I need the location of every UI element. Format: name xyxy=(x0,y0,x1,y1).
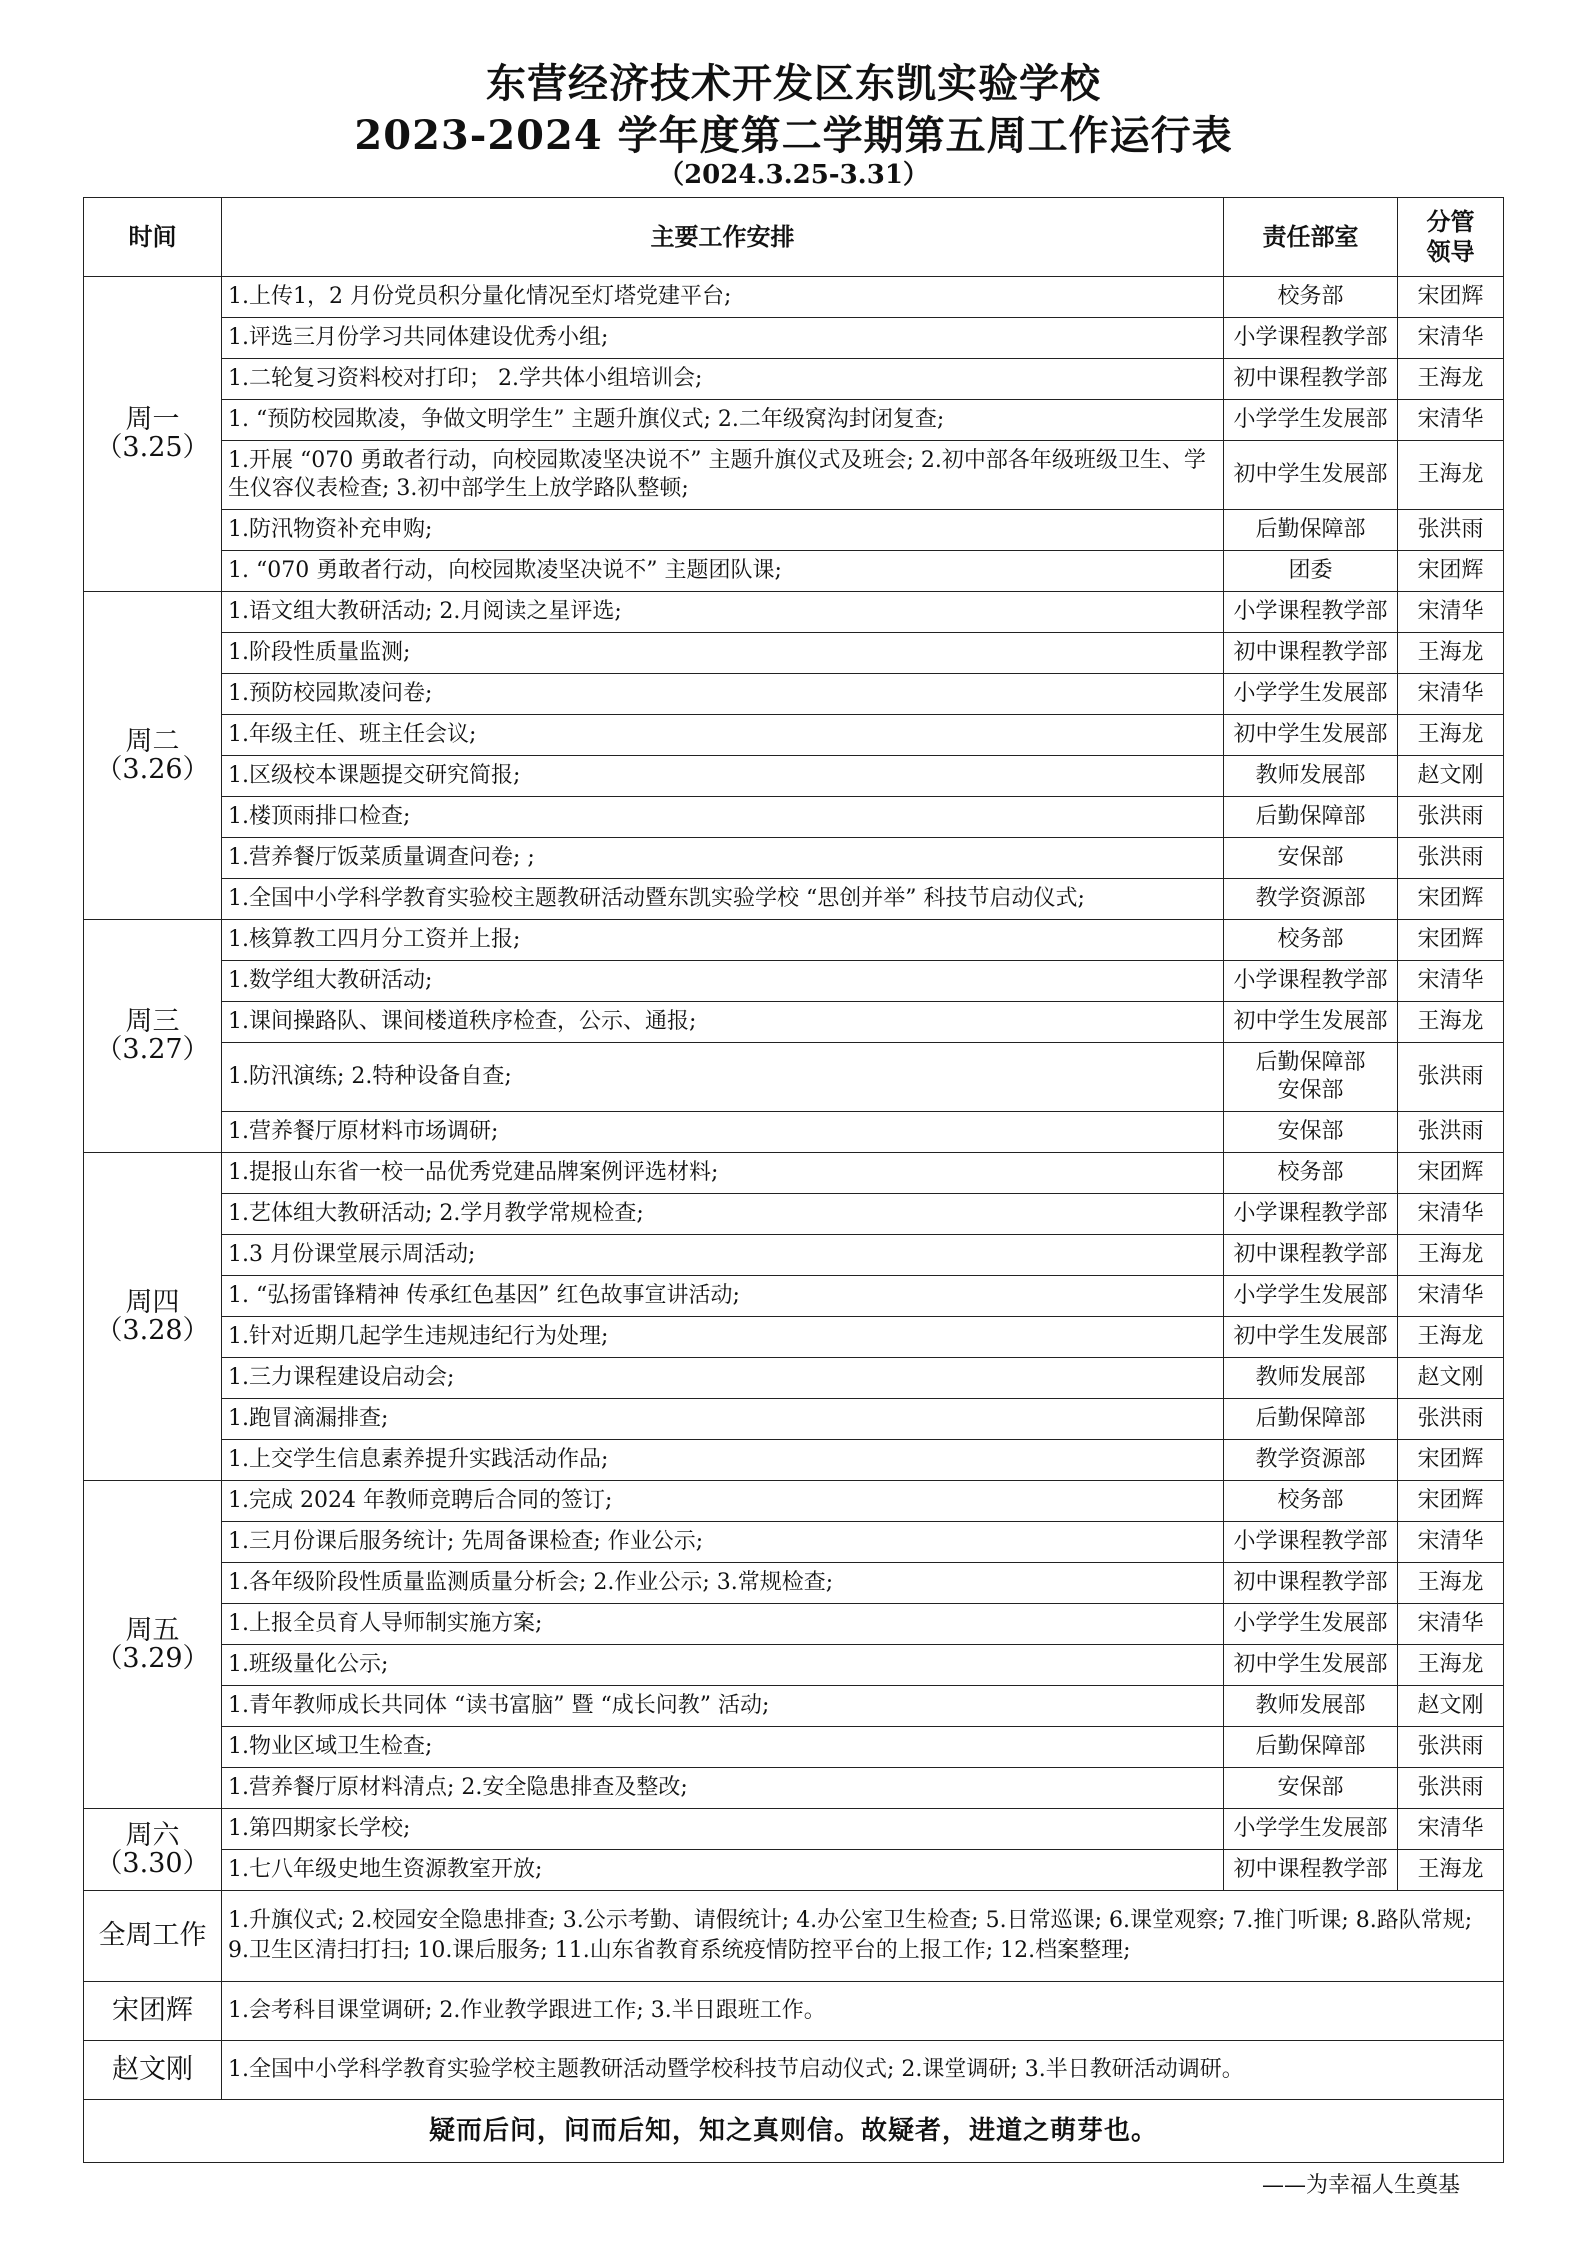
work-item: 1.上报全员育人导师制实施方案; xyxy=(222,1604,1224,1645)
work-item: 1.3 月份课堂展示周活动; xyxy=(222,1235,1224,1276)
day-cell xyxy=(84,592,222,920)
table-row xyxy=(84,1522,1504,1563)
table-row xyxy=(84,400,1504,441)
table-row xyxy=(84,510,1504,551)
table-row xyxy=(84,1727,1504,1768)
leader: 赵文刚 xyxy=(1398,1686,1504,1727)
table-row xyxy=(84,1645,1504,1686)
department: 初中课程教学部 xyxy=(1224,359,1398,400)
work-item: 1.班级量化公示; xyxy=(222,1645,1224,1686)
leader: 赵文刚 xyxy=(1398,1358,1504,1399)
motto-text: 疑而后问，问而后知，知之真则信。故疑者，进道之萌芽也。 xyxy=(84,2100,1504,2163)
leader-name: 赵文刚 xyxy=(84,2041,222,2100)
table-row xyxy=(84,920,1504,961)
leader-tasks: 1.全国中小学科学教育实验学校主题教研活动暨学校科技节启动仪式; 2.课堂调研; 3.半日教研活动调研。 xyxy=(222,2041,1504,2100)
department: 校务部 xyxy=(1224,1153,1398,1194)
leader: 张洪雨 xyxy=(1398,510,1504,551)
table-row xyxy=(84,551,1504,592)
table-row xyxy=(84,797,1504,838)
department: 校务部 xyxy=(1224,277,1398,318)
header-lead xyxy=(1398,198,1504,277)
work-item: 1.区级校本课题提交研究简报; xyxy=(222,756,1224,797)
schedule-table xyxy=(83,197,1504,2163)
table-row xyxy=(84,1809,1504,1850)
header-work: 主要工作安排 xyxy=(222,198,1224,277)
table-row xyxy=(84,961,1504,1002)
table-row xyxy=(84,1563,1504,1604)
department: 后勤保障部 xyxy=(1224,1727,1398,1768)
day-cell xyxy=(84,277,222,592)
department: 教师发展部 xyxy=(1224,756,1398,797)
day-date: （3.26） xyxy=(95,753,210,785)
leader: 王海龙 xyxy=(1398,1317,1504,1358)
motto-row xyxy=(84,2100,1504,2163)
work-item: 1.上交学生信息素养提升实践活动作品; xyxy=(222,1440,1224,1481)
work-item: 1.防汛物资补充申购; xyxy=(222,510,1224,551)
day-date: （3.25） xyxy=(95,432,210,463)
department: 小学学生发展部 xyxy=(1224,400,1398,441)
department: 小学学生发展部 xyxy=(1224,1809,1398,1850)
leader: 王海龙 xyxy=(1398,1645,1504,1686)
table-row xyxy=(84,1002,1504,1043)
department: 初中学生发展部 xyxy=(1224,1002,1398,1043)
department: 小学课程教学部 xyxy=(1224,318,1398,359)
leader: 宋团辉 xyxy=(1398,920,1504,961)
work-item: 1.营养餐厅原材料清点; 2.安全隐患排查及整改; xyxy=(222,1768,1224,1809)
leader: 张洪雨 xyxy=(1398,838,1504,879)
leader: 王海龙 xyxy=(1398,1235,1504,1276)
department: 安保部 xyxy=(1224,1768,1398,1809)
department: 初中学生发展部 xyxy=(1224,441,1398,510)
leader: 王海龙 xyxy=(1398,359,1504,400)
department: 初中学生发展部 xyxy=(1224,715,1398,756)
leader: 张洪雨 xyxy=(1398,1727,1504,1768)
work-item: 1.全国中小学科学教育实验校主题教研活动暨东凯实验学校 “思创并举” 科技节启动仪式; xyxy=(222,879,1224,920)
work-item: 1.各年级阶段性质量监测质量分析会; 2.作业公示; 3.常规检查; xyxy=(222,1563,1224,1604)
table-row xyxy=(84,838,1504,879)
work-item: 1.三月份课后服务统计; 先周备课检查; 作业公示; xyxy=(222,1522,1224,1563)
department: 后勤保障部 xyxy=(1224,797,1398,838)
department: 后勤保障部 xyxy=(1224,510,1398,551)
work-item: 1.物业区域卫生检查; xyxy=(222,1727,1224,1768)
department: 后勤保障部 安保部 xyxy=(1224,1043,1398,1112)
work-item: 1.评选三月份学习共同体建设优秀小组; xyxy=(222,318,1224,359)
day-cell xyxy=(84,1809,222,1891)
day-label: 周六 xyxy=(125,1819,180,1851)
department: 小学学生发展部 xyxy=(1224,1604,1398,1645)
day-date: （3.28） xyxy=(95,1314,210,1346)
table-row xyxy=(84,277,1504,318)
leader: 宋团辉 xyxy=(1398,1440,1504,1481)
day-label: 周三 xyxy=(125,1006,180,1037)
header-dept: 责任部室 xyxy=(1224,198,1398,277)
department: 后勤保障部 xyxy=(1224,1399,1398,1440)
leader: 张洪雨 xyxy=(1398,1043,1504,1112)
leader: 宋清华 xyxy=(1398,400,1504,441)
work-item: 1.核算教工四月分工资并上报; xyxy=(222,920,1224,961)
leader: 王海龙 xyxy=(1398,715,1504,756)
department: 初中课程教学部 xyxy=(1224,1235,1398,1276)
all-week-text: 1.升旗仪式; 2.校园安全隐患排查; 3.公示考勤、请假统计; 4.办公室卫生检查; 5.日常巡课; 6.课堂观察; 7.推门听课; 8.路队常规; 9.卫生区清扫打扫; 10.课后服务; 11.山东省教育系统疫情防控平台的上报工作; 12.档案整理; xyxy=(222,1891,1504,1982)
date-range: （2024.3.25-3.31） xyxy=(658,160,929,190)
day-label: 周四 xyxy=(125,1286,180,1318)
department: 安保部 xyxy=(1224,838,1398,879)
footer-slogan: ——为幸福人生奠基 xyxy=(1261,2173,1460,2198)
department: 教学资源部 xyxy=(1224,1440,1398,1481)
all-week-label: 全周工作 xyxy=(84,1891,222,1982)
day-label: 周二 xyxy=(125,725,180,757)
table-row xyxy=(84,674,1504,715)
work-item: 1. “预防校园欺凌，争做文明学生” 主题升旗仪式; 2.二年级窝沟封闭复查; xyxy=(222,400,1224,441)
leader: 宋清华 xyxy=(1398,1194,1504,1235)
work-item: 1.七八年级史地生资源教室开放; xyxy=(222,1850,1224,1891)
work-item: 1.针对近期几起学生违规违纪行为处理; xyxy=(222,1317,1224,1358)
table-row xyxy=(84,592,1504,633)
leader: 宋清华 xyxy=(1398,318,1504,359)
table-row xyxy=(84,1153,1504,1194)
department: 初中课程教学部 xyxy=(1224,633,1398,674)
table-row xyxy=(84,1768,1504,1809)
leader: 宋团辉 xyxy=(1398,551,1504,592)
table-row xyxy=(84,359,1504,400)
table-row xyxy=(84,1850,1504,1891)
work-item: 1.开展 “070 勇敢者行动，向校园欺凌坚决说不” 主题升旗仪式及班会; 2.初中部各年级班级卫生、学生仪容仪表检查; 3.初中部学生上放学路队整顿; xyxy=(222,441,1224,510)
table-row xyxy=(84,1194,1504,1235)
department: 小学课程教学部 xyxy=(1224,1194,1398,1235)
work-item: 1.年级主任、班主任会议; xyxy=(222,715,1224,756)
work-item: 1.营养餐厅饭菜质量调查问卷; ; xyxy=(222,838,1224,879)
table-row xyxy=(84,318,1504,359)
leader: 张洪雨 xyxy=(1398,1112,1504,1153)
work-item: 1.楼顶雨排口检查; xyxy=(222,797,1224,838)
leader-row xyxy=(84,2041,1504,2100)
leader: 王海龙 xyxy=(1398,1850,1504,1891)
work-item: 1.语文组大教研活动; 2.月阅读之星评选; xyxy=(222,592,1224,633)
leader: 张洪雨 xyxy=(1398,1399,1504,1440)
work-item: 1.课间操路队、课间楼道秩序检查，公示、通报; xyxy=(222,1002,1224,1043)
work-item: 1.三力课程建设启动会; xyxy=(222,1358,1224,1399)
department: 小学课程教学部 xyxy=(1224,961,1398,1002)
header-time: 时间 xyxy=(84,198,222,277)
leader: 宋清华 xyxy=(1398,1522,1504,1563)
department: 小学学生发展部 xyxy=(1224,674,1398,715)
work-item: 1.跑冒滴漏排查; xyxy=(222,1399,1224,1440)
department: 初中学生发展部 xyxy=(1224,1645,1398,1686)
work-item: 1.防汛演练; 2.特种设备自查; xyxy=(222,1043,1224,1112)
work-item: 1.阶段性质量监测; xyxy=(222,633,1224,674)
day-cell xyxy=(84,1481,222,1809)
work-item: 1. “070 勇敢者行动，向校园欺凌坚决说不” 主题团队课; xyxy=(222,551,1224,592)
work-item: 1.提报山东省一校一品优秀党建品牌案例评选材料; xyxy=(222,1153,1224,1194)
work-item: 1.预防校园欺凌问卷; xyxy=(222,674,1224,715)
work-item: 1.第四期家长学校; xyxy=(222,1809,1224,1850)
department: 小学学生发展部 xyxy=(1224,1276,1398,1317)
department: 初中课程教学部 xyxy=(1224,1850,1398,1891)
table-row xyxy=(84,1317,1504,1358)
leader: 宋团辉 xyxy=(1398,1153,1504,1194)
day-cell xyxy=(84,1153,222,1481)
table-row xyxy=(84,1481,1504,1522)
leader: 张洪雨 xyxy=(1398,797,1504,838)
leader: 王海龙 xyxy=(1398,633,1504,674)
table-row xyxy=(84,1440,1504,1481)
day-label: 周五 xyxy=(125,1614,180,1646)
work-item: 1.营养餐厅原材料市场调研; xyxy=(222,1112,1224,1153)
department: 校务部 xyxy=(1224,920,1398,961)
work-item: 1.青年教师成长共同体 “读书富脑” 暨 “成长问教” 活动; xyxy=(222,1686,1224,1727)
work-item: 1.数学组大教研活动; xyxy=(222,961,1224,1002)
leader: 宋清华 xyxy=(1398,674,1504,715)
department: 教学资源部 xyxy=(1224,879,1398,920)
work-item: 1.完成 2024 年教师竞聘后合同的签订; xyxy=(222,1481,1224,1522)
leader: 赵文刚 xyxy=(1398,756,1504,797)
department: 初中课程教学部 xyxy=(1224,1563,1398,1604)
department: 小学课程教学部 xyxy=(1224,592,1398,633)
table-row xyxy=(84,1399,1504,1440)
table-row xyxy=(84,633,1504,674)
day-date: （3.27） xyxy=(95,1034,210,1065)
table-row xyxy=(84,756,1504,797)
header-lead-text: 分管领导 xyxy=(1426,207,1475,266)
leader: 宋团辉 xyxy=(1398,277,1504,318)
table-row xyxy=(84,1686,1504,1727)
leader: 宋团辉 xyxy=(1398,1481,1504,1522)
table-row xyxy=(84,1604,1504,1645)
leader: 王海龙 xyxy=(1398,1002,1504,1043)
leader-name: 宋团辉 xyxy=(84,1982,222,2041)
work-item: 1.艺体组大教研活动; 2.学月教学常规检查; xyxy=(222,1194,1224,1235)
work-item: 1. “弘扬雷锋精神 传承红色基因” 红色故事宣讲活动; xyxy=(222,1276,1224,1317)
table-row xyxy=(84,441,1504,510)
table-row xyxy=(84,715,1504,756)
leader: 王海龙 xyxy=(1398,1563,1504,1604)
school-title: 东营经济技术开发区东凯实验学校 xyxy=(486,60,1101,107)
table-row xyxy=(84,1235,1504,1276)
day-cell xyxy=(84,920,222,1153)
leader: 宋团辉 xyxy=(1398,879,1504,920)
work-item: 1.二轮复习资料校对打印； 2.学共体小组培训会; xyxy=(222,359,1224,400)
table-header-row xyxy=(84,198,1504,277)
leader: 宋清华 xyxy=(1398,592,1504,633)
department: 团委 xyxy=(1224,551,1398,592)
leader: 宋清华 xyxy=(1398,961,1504,1002)
day-date: （3.29） xyxy=(95,1642,210,1674)
department: 校务部 xyxy=(1224,1481,1398,1522)
department: 教师发展部 xyxy=(1224,1358,1398,1399)
department: 初中学生发展部 xyxy=(1224,1317,1398,1358)
leader-tasks: 1.会考科目课堂调研; 2.作业教学跟进工作; 3.半日跟班工作。 xyxy=(222,1982,1504,2041)
leader: 张洪雨 xyxy=(1398,1768,1504,1809)
leader: 王海龙 xyxy=(1398,441,1504,510)
leader-row xyxy=(84,1982,1504,2041)
schedule-title: 2023-2024 学年度第二学期第五周工作运行表 xyxy=(354,112,1233,159)
table-row xyxy=(84,1043,1504,1112)
table-row xyxy=(84,1276,1504,1317)
leader: 宋清华 xyxy=(1398,1276,1504,1317)
table-row xyxy=(84,879,1504,920)
work-item: 1.上传1，2 月份党员积分量化情况至灯塔党建平台; xyxy=(222,277,1224,318)
table-row xyxy=(84,1112,1504,1153)
schedule-body xyxy=(84,277,1504,1891)
day-date: （3.30） xyxy=(95,1847,210,1879)
leader: 宋清华 xyxy=(1398,1809,1504,1850)
day-label: 周一 xyxy=(125,404,180,435)
department: 小学课程教学部 xyxy=(1224,1522,1398,1563)
all-week-row xyxy=(84,1891,1504,1982)
department: 安保部 xyxy=(1224,1112,1398,1153)
table-row xyxy=(84,1358,1504,1399)
leader: 宋清华 xyxy=(1398,1604,1504,1645)
department: 教师发展部 xyxy=(1224,1686,1398,1727)
